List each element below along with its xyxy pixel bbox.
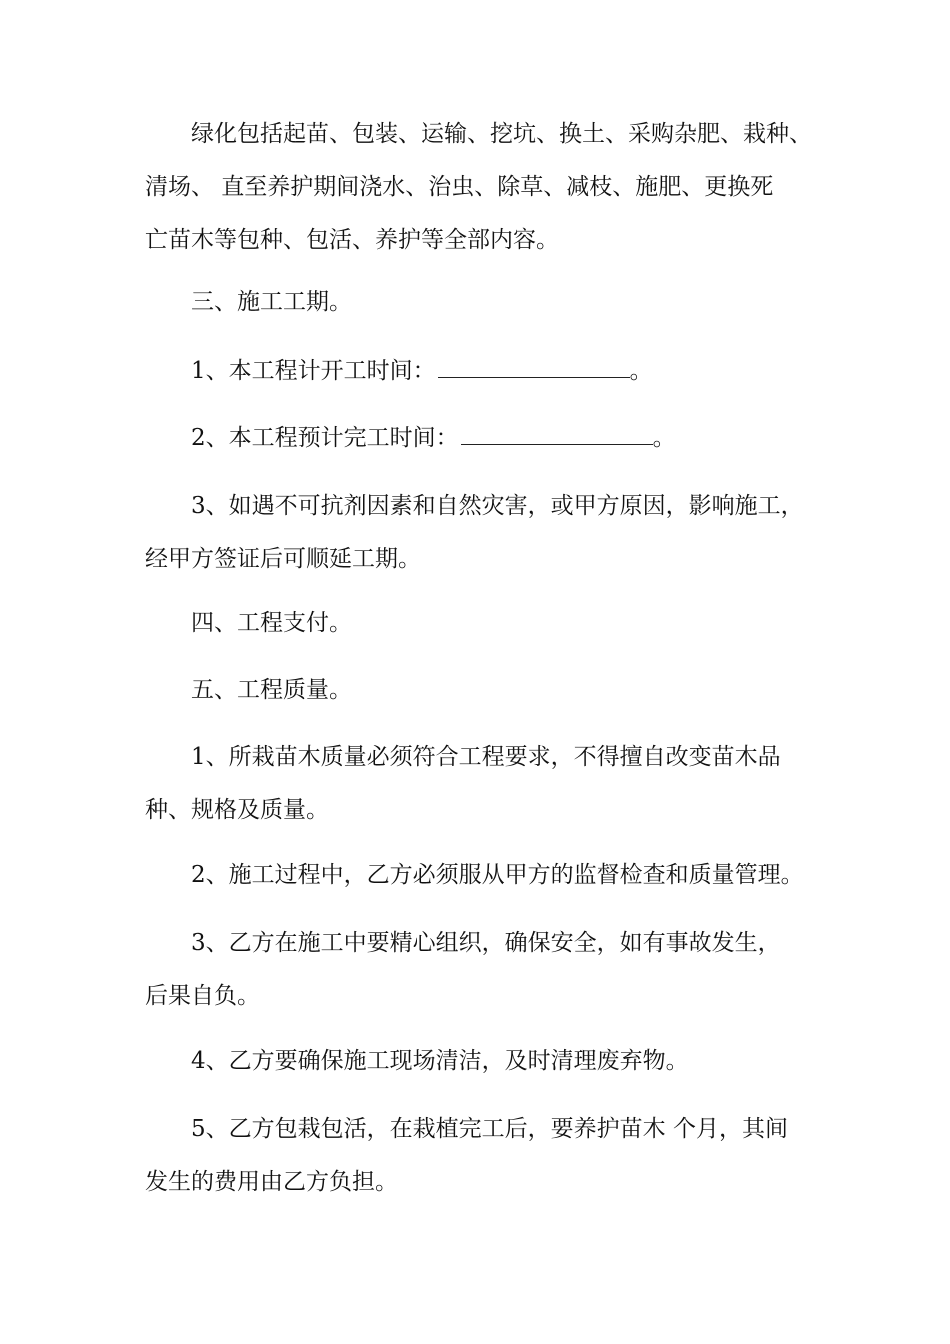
section-heading-quality — [145, 664, 810, 717]
end-date-suffix: 。 — [652, 425, 676, 451]
text-line: 1、所栽苗木质量必须符合工程要求，不得擅自改变苗木品 — [191, 744, 781, 770]
text-line: 五、工程质量。 — [191, 677, 352, 703]
section-heading-payment — [145, 597, 810, 650]
paragraph-quality-3 — [145, 917, 810, 1023]
paragraph-quality-1 — [145, 731, 810, 837]
paragraph-quality-4 — [145, 1035, 810, 1088]
paragraph-quality-5 — [145, 1103, 810, 1209]
paragraph-quality-2 — [145, 849, 810, 902]
text-line — [145, 412, 810, 465]
document-page — [145, 0, 810, 1344]
text-line: 种、规格及质量。 — [145, 797, 329, 823]
paragraph-delay — [145, 480, 810, 586]
text-line: 2、施工过程中，乙方必须服从甲方的监督检查和质量管理。 — [191, 862, 804, 888]
text-line: 经甲方签证后可顺延工期。 — [145, 546, 421, 572]
text-line: 亡苗木等包种、包活、养护等全部内容。 — [145, 227, 559, 253]
text-line: 三、施工工期。 — [191, 289, 352, 315]
text-line: 3、乙方在施工中要精心组织，确保安全，如有事故发生， — [191, 930, 781, 956]
paragraph-scope — [145, 108, 810, 267]
section-heading-schedule — [145, 276, 810, 329]
end-date-label: 2、本工程预计完工时间： — [191, 425, 459, 451]
start-date-suffix: 。 — [629, 358, 653, 384]
start-date-label: 1、本工程计开工时间： — [191, 358, 436, 384]
paragraph-start-date — [145, 345, 810, 398]
text-line — [145, 345, 810, 398]
text-line: 四、工程支付。 — [191, 610, 352, 636]
end-date-blank — [461, 424, 653, 445]
text-line: 3、如遇不可抗剂因素和自然灾害，或甲方原因，影响施工， — [191, 493, 804, 519]
paragraph-end-date — [145, 412, 810, 465]
start-date-blank — [438, 357, 630, 378]
text-line: 绿化包括起苗、包装、运输、挖坑、换土、采购杂肥、栽种、 — [191, 121, 812, 147]
text-line: 后果自负。 — [145, 983, 260, 1009]
text-line: 4、乙方要确保施工现场清洁，及时清理废弃物。 — [191, 1048, 689, 1074]
text-line: 清场、 直至养护期间浇水、治虫、除草、减枝、施肥、更换死 — [145, 174, 774, 200]
text-line: 发生的费用由乙方负担。 — [145, 1169, 398, 1195]
text-line: 5、乙方包栽包活，在栽植完工后，要养护苗木 个月，其间 — [191, 1116, 788, 1142]
